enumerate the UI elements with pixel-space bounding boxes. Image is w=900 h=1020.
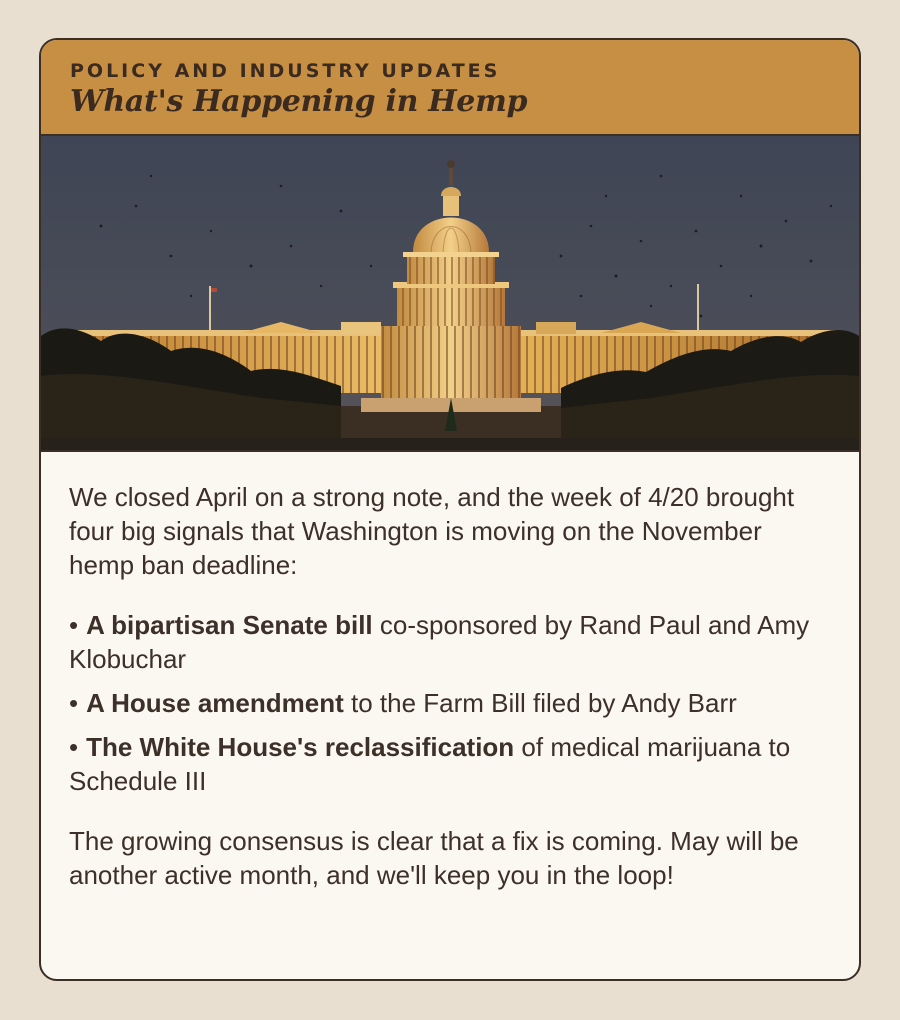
section-eyebrow: POLICY AND INDUSTRY UPDATES xyxy=(70,60,501,82)
bullet-bold-text: The White House's reclassification xyxy=(86,732,515,762)
bullet-bold-text: A bipartisan Senate bill xyxy=(86,610,373,640)
capitol-illustration xyxy=(41,136,859,450)
bullet-text: of medical marijuana to Schedule III xyxy=(69,732,791,796)
bullet-dot: • xyxy=(69,610,79,640)
section-title: What's Happening in Hemp xyxy=(70,84,528,119)
list-item xyxy=(69,686,831,720)
article-body xyxy=(41,452,859,892)
list-item xyxy=(69,608,831,676)
bullet-text: co-sponsored by Rand Paul and Amy Klobuchar xyxy=(69,610,810,674)
closing-paragraph: The growing consensus is clear that a fix is coming. May will be another active month, and we'll keep you in the loop! xyxy=(69,826,799,890)
bullet-text: to the Farm Bill filed by Andy Barr xyxy=(343,688,737,718)
bullet-dot: • xyxy=(69,688,79,718)
newsletter-card xyxy=(39,38,861,981)
bullet-dot: • xyxy=(69,732,79,762)
bullet-bold-text: A House amendment xyxy=(86,688,344,718)
capitol-photo xyxy=(41,136,859,452)
signals-list xyxy=(69,608,831,798)
intro-paragraph: We closed April on a strong note, and the week of 4/20 brought four big signals that Washington is moving on the November hemp ban deadline: xyxy=(69,482,795,580)
card-header xyxy=(41,40,859,136)
list-item xyxy=(69,730,831,798)
